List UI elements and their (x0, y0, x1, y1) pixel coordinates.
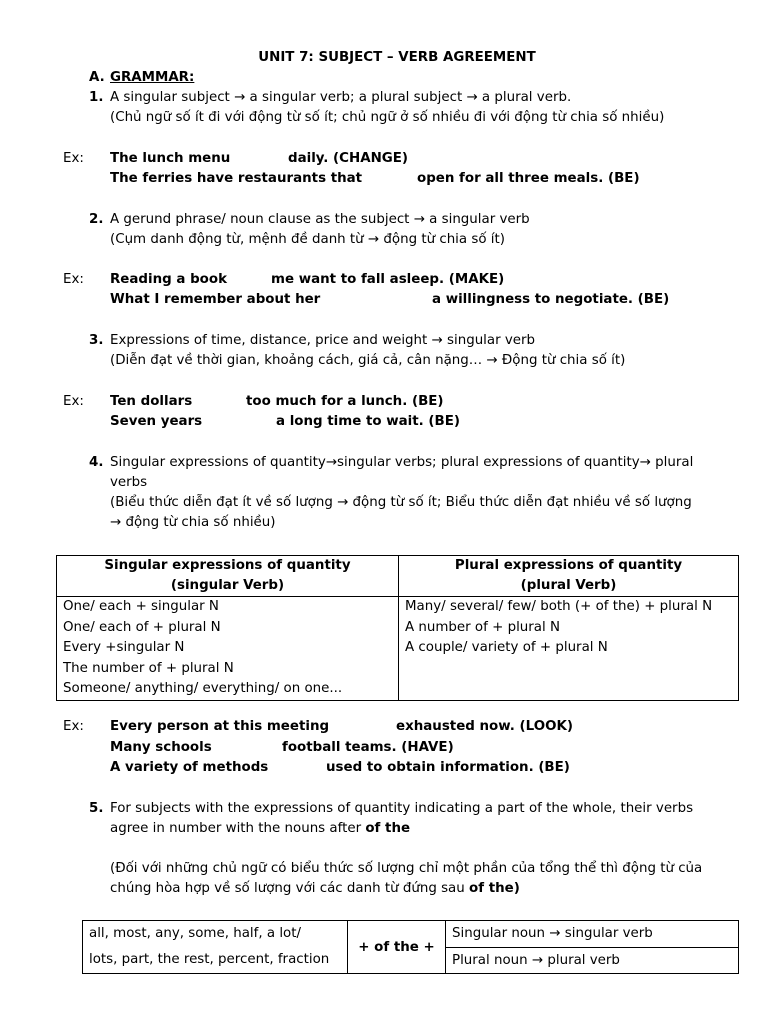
rule-translation: → động từ chia số nhiều) (110, 515, 276, 530)
rule-text: Singular expressions of quantity→singular verbs; plural expressions of quantity→ plural (110, 455, 694, 470)
rule-text: For subjects with the expressions of quantity indicating a part of the whole, their verbs (110, 801, 694, 816)
rule-text: A gerund phrase/ noun clause as the subject → a singular verb (110, 212, 530, 227)
example-subject: The lunch menu (110, 151, 231, 166)
rule-number: 5. (89, 801, 104, 816)
example-subject: Many schools (110, 740, 212, 755)
rule-text: agree in number with the nouns after of the (110, 821, 411, 836)
of-the-connector: + of the + (348, 921, 446, 974)
list-item: Someone/ anything/ everything/ on one... (63, 681, 343, 696)
rule-text: Expressions of time, distance, price and weight → singular verb (110, 333, 536, 348)
example-label: Ex: (63, 151, 84, 166)
example-label: Ex: (63, 394, 84, 409)
rule-number: 4. (89, 455, 104, 470)
rule-translation: chúng hòa hợp về số lượng với các danh từ đứng sau of the) (110, 881, 520, 896)
example-predicate: football teams. (HAVE) (282, 740, 454, 755)
list-item: Many/ several/ few/ both (+ of the) + plural N (405, 599, 713, 614)
rule-text: verbs (110, 475, 148, 490)
list-item: A number of + plural N (405, 619, 560, 635)
singular-rule-cell: Singular noun → singular verb (446, 921, 739, 948)
example-predicate: open for all three meals. (BE) (417, 171, 640, 186)
example-predicate: used to obtain information. (BE) (326, 760, 570, 775)
singular-expressions-cell (57, 597, 399, 701)
example-predicate: exhausted now. (LOOK) (396, 719, 573, 734)
example-subject: What I remember about her (110, 292, 321, 307)
example-subject: Every person at this meeting (110, 719, 330, 734)
rule-number: 2. (89, 212, 104, 227)
rule-translation: (Cụm danh động từ, mệnh đề danh từ → động từ chia số ít) (110, 232, 505, 247)
example-predicate: a long time to wait. (BE) (276, 414, 460, 429)
table-header: Singular expressions of quantity (singular Verb) (57, 556, 399, 597)
example-label: Ex: (63, 272, 84, 287)
section-letter: A. (89, 70, 105, 85)
example-subject: Ten dollars (110, 394, 193, 409)
list-item: One/ each + singular N (63, 599, 219, 614)
rule-translation: (Biểu thức diễn đạt ít về số lượng → động từ số ít; Biểu thức diễn đạt nhiều về số lượng (110, 495, 692, 510)
quantity-words-cell: all, most, any, some, half, a lot/ lots, part, the rest, percent, fraction (83, 921, 348, 974)
section-heading: GRAMMAR: (110, 70, 195, 85)
rule-text: A singular subject → a singular verb; a plural subject → a plural verb. (110, 90, 572, 105)
rule-translation: (Đối với những chủ ngữ có biểu thức số lượng chỉ một phần của tổng thể thì động từ của (110, 861, 703, 876)
example-subject: A variety of methods (110, 760, 269, 775)
example-label: Ex: (63, 719, 84, 734)
list-item: A couple/ variety of + plural N (405, 640, 608, 655)
list-item: The number of + plural N (63, 660, 234, 676)
rule-translation: (Chủ ngữ số ít đi với động từ số ít; chủ ngữ ở số nhiều đi với động từ chia số nhiều) (110, 110, 665, 125)
example-subject: Seven years (110, 414, 203, 429)
example-subject: Reading a book (110, 272, 227, 287)
page-title: UNIT 7: SUBJECT – VERB AGREEMENT (258, 50, 536, 65)
example-predicate: daily. (CHANGE) (288, 151, 409, 166)
plural-rule-cell: Plural noun → plural verb (446, 947, 739, 974)
example-subject: The ferries have restaurants that (110, 171, 363, 186)
table-header: Plural expressions of quantity (plural Verb) (399, 556, 739, 597)
rule-translation: (Diễn đạt về thời gian, khoảng cách, giá cả, cân nặng… → Động từ chia số ít) (110, 353, 626, 368)
plural-expressions-cell (399, 597, 739, 701)
list-item: One/ each of + plural N (63, 619, 221, 635)
example-predicate: me want to fall asleep. (MAKE) (271, 272, 505, 287)
rule-number: 3. (89, 333, 104, 348)
example-predicate: a willingness to negotiate. (BE) (432, 292, 670, 307)
list-item: Every +singular N (63, 640, 185, 655)
quantity-table (56, 555, 739, 701)
example-predicate: too much for a lunch. (BE) (246, 394, 444, 409)
part-of-whole-table (82, 920, 739, 974)
rule-number: 1. (89, 90, 104, 105)
